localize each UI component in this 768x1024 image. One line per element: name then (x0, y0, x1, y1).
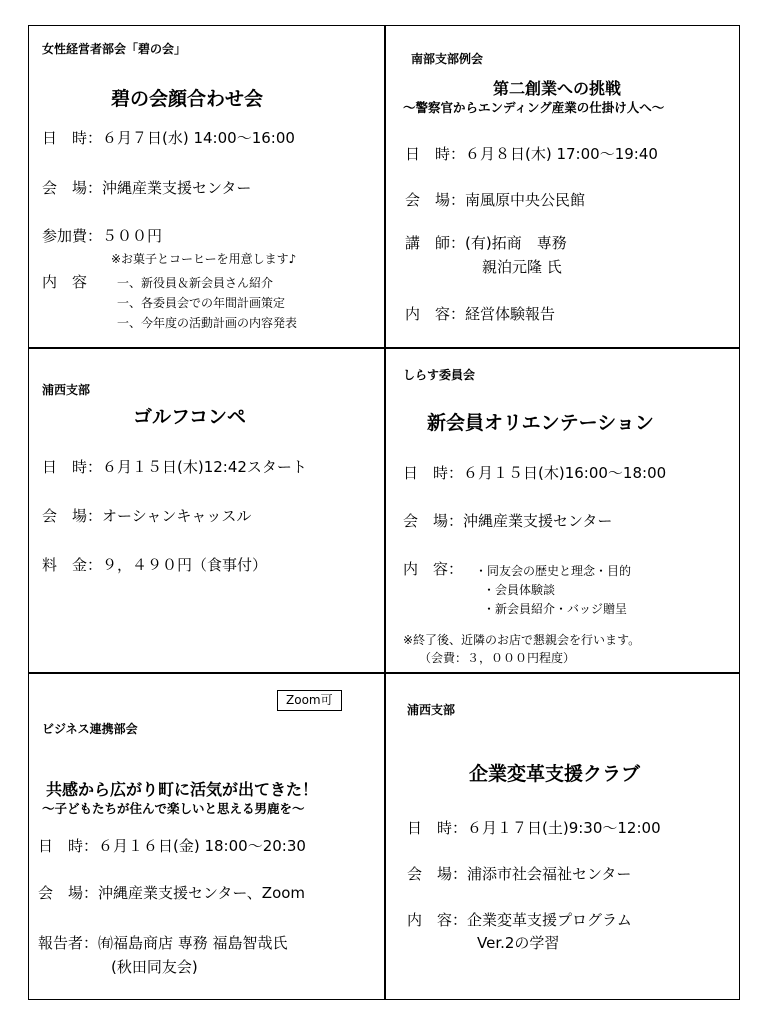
event-content-item: 一、新役員＆新会員さん紹介 (117, 276, 274, 290)
event-cell-aoi-kai (29, 26, 384, 347)
event-content-detail: Ver.2の学習 (477, 934, 560, 952)
event-title: ゴルフコンペ (133, 406, 247, 428)
event-date: 日 時：６月８日(木) 17:00～19:40 (405, 145, 658, 163)
event-venue: 会 場：南風原中央公民館 (405, 191, 586, 209)
event-title: 共感から広がり町に活気が出てきた！ (46, 780, 319, 799)
event-venue: 会 場：浦添市社会福祉センター (407, 865, 632, 883)
event-lecturer: 講 師：(有)拓商 専務 (405, 234, 567, 252)
event-org: 浦西支部 (42, 383, 91, 397)
event-content-label: 内 容 (42, 273, 88, 291)
event-cell-orientation (385, 348, 741, 672)
event-fee: 料 金：９，４９０円（食事付） (42, 556, 268, 574)
event-note-fee: （会費：３，０００円程度） (419, 651, 576, 665)
event-date: 日 時：６月７日(水) 14:00～16:00 (42, 129, 295, 147)
event-lecturer-name: 親泊元隆 氏 (482, 258, 562, 276)
event-cell-golf (29, 348, 384, 672)
event-reporter-affiliation: (秋田同友会) (111, 958, 198, 976)
event-org: 浦西支部 (407, 703, 456, 717)
event-org: 女性経営者部会「碧の会」 (42, 42, 187, 56)
event-fee: 参加費：５００円 (42, 227, 163, 245)
event-venue: 会 場：沖縄産業支援センター、Zoom (38, 884, 306, 902)
event-date: 日 時：６月１７日(土)9:30～12:00 (407, 819, 661, 837)
event-content-item: 一、今年度の活動計画の内容発表 (117, 316, 298, 330)
event-reporter: 報告者：㈲福島商店 専務 福島智哉氏 (38, 934, 288, 952)
event-org: ビジネス連携部会 (42, 722, 138, 736)
event-content-item: ・会員体験談 (483, 583, 556, 597)
event-org: しらす委員会 (403, 368, 476, 382)
event-grid (28, 25, 740, 1000)
event-fee-note: ※お菓子とコーヒーを用意します♪ (111, 252, 297, 266)
event-content-item: ・同友会の歴史と理念・目的 (475, 564, 632, 578)
event-date: 日 時：６月１６日(金) 18:00～20:30 (38, 837, 306, 855)
zoom-badge: Zoom可 (277, 690, 342, 711)
event-venue: 会 場：沖縄産業支援センター (403, 512, 613, 530)
event-title: 第二創業への挑戦 (493, 79, 622, 98)
event-subtitle: ～子どもたちが住んで楽しいと思える男鹿を～ (42, 801, 305, 816)
event-content-item: 一、各委員会での年間計画策定 (117, 296, 286, 310)
event-title: 企業変革支援クラブ (469, 763, 641, 785)
event-venue: 会 場：沖縄産業支援センター (42, 179, 252, 197)
event-content: 内 容：企業変革支援プログラム (407, 911, 632, 929)
event-subtitle: ～警察官からエンディング産業の仕掛け人へ～ (403, 100, 665, 115)
event-note: ※終了後、近隣のお店で懇親会を行います。 (403, 633, 641, 647)
event-cell-nanbu (385, 26, 741, 347)
event-content-label: 内 容： (403, 560, 464, 578)
event-org: 南部支部例会 (411, 52, 484, 66)
event-date: 日 時：６月１５日(木)12:42スタート (42, 458, 307, 476)
event-content: 内 容：経営体験報告 (405, 305, 556, 323)
event-date: 日 時：６月１５日(木)16:00～18:00 (403, 464, 667, 482)
event-content-item: ・新会員紹介・バッジ贈呈 (483, 602, 628, 616)
event-cell-business (29, 673, 384, 1001)
event-venue: 会 場：オーシャンキャッスル (42, 507, 252, 525)
event-cell-henkaku (385, 673, 741, 1001)
event-title: 新会員オリエンテーション (427, 412, 654, 434)
event-title: 碧の会顔合わせ会 (111, 88, 264, 110)
